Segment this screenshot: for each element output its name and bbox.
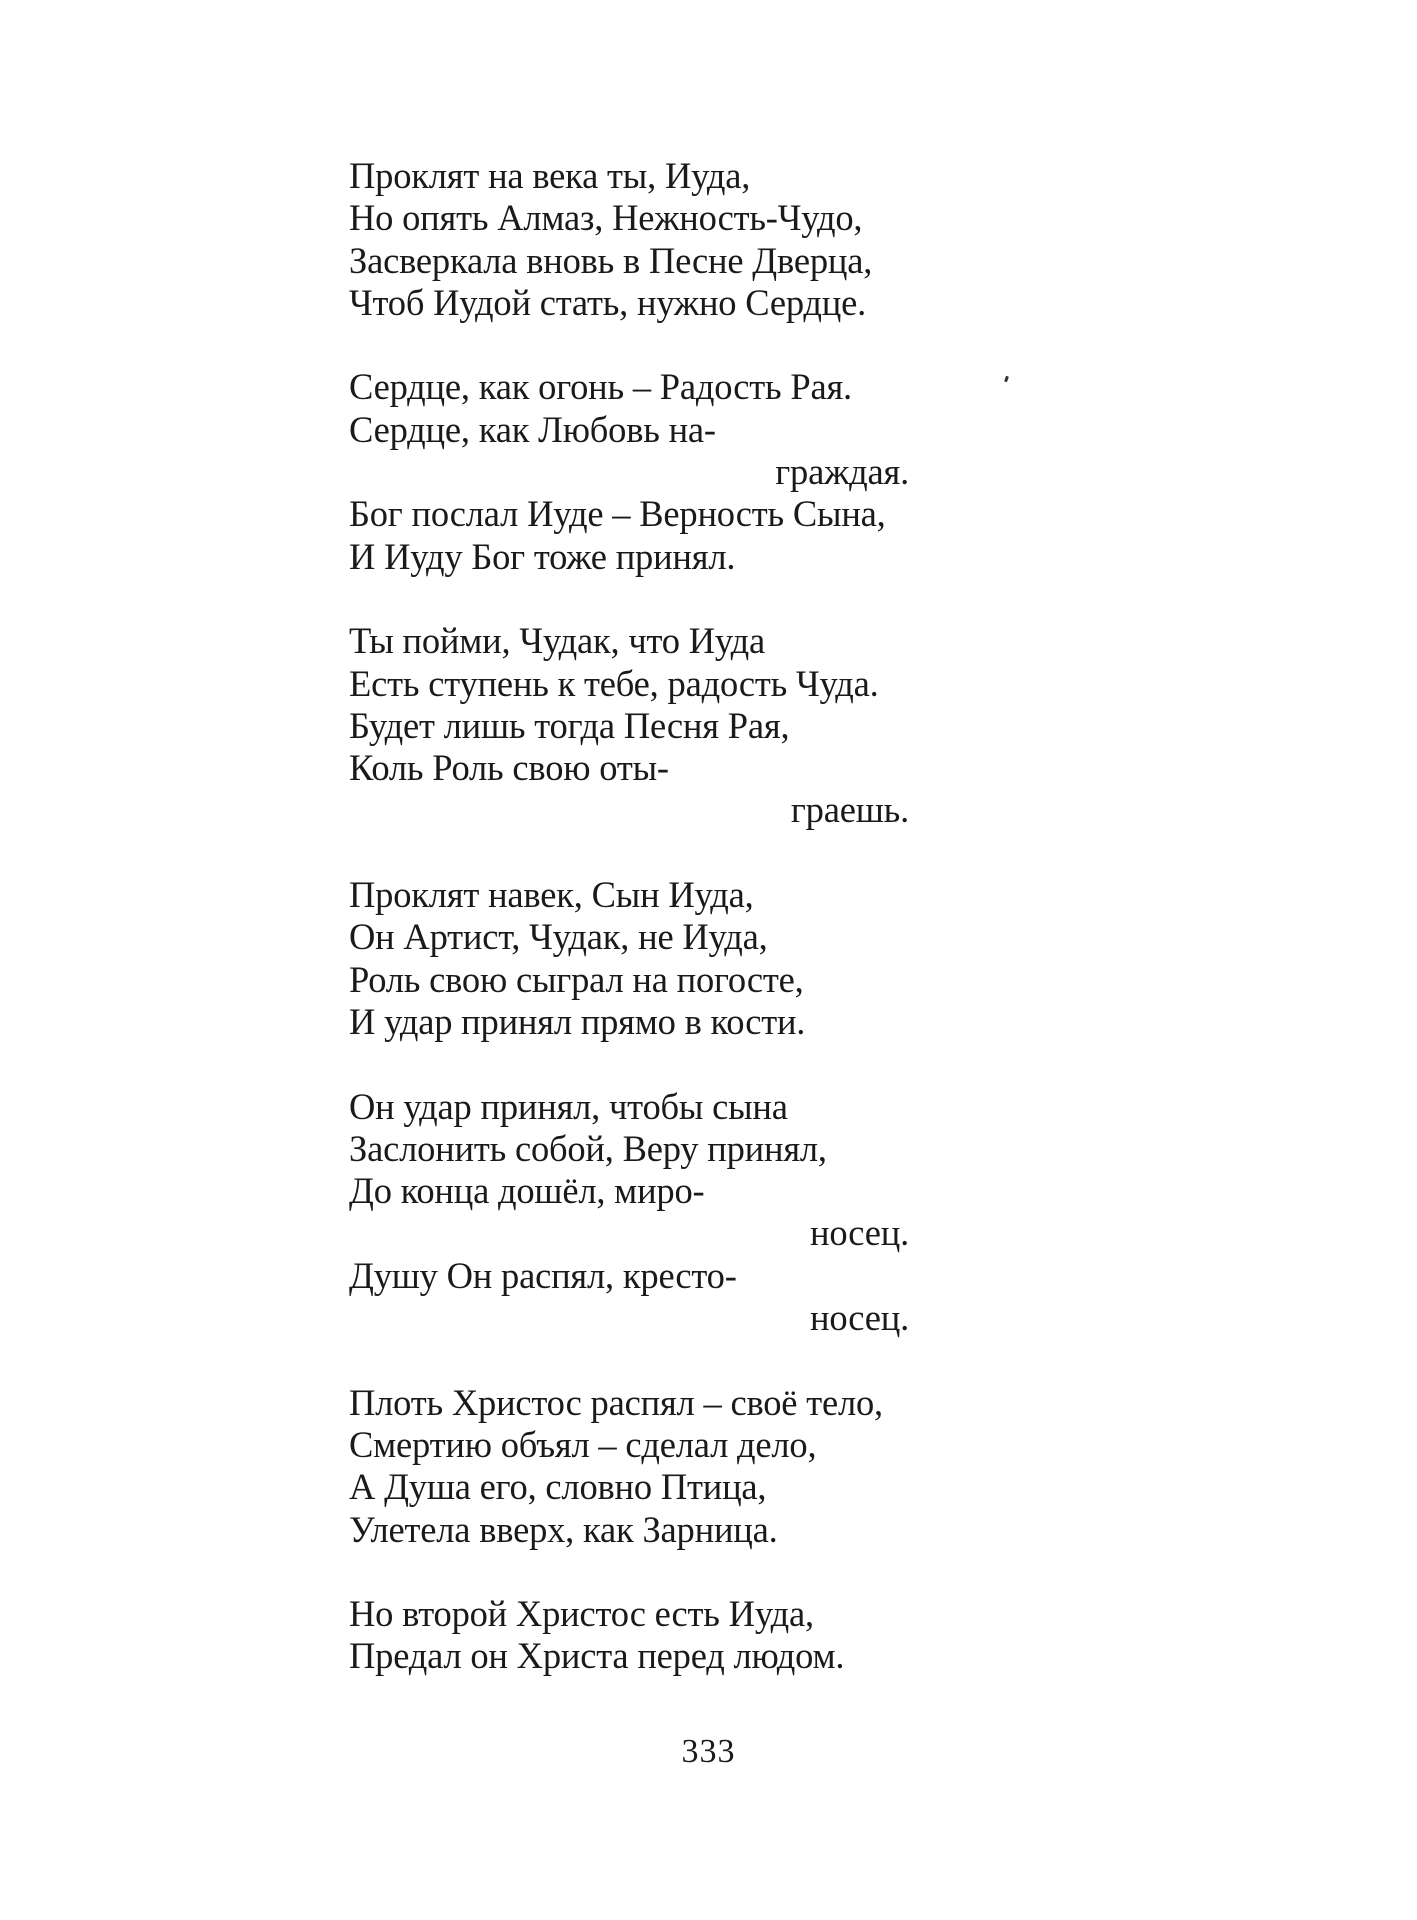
poem-line: Заслонить собой, Веру принял, bbox=[349, 1127, 827, 1169]
poem-line: И удар принял прямо в кости. bbox=[349, 1000, 806, 1042]
poem-line: Чтоб Иудой стать, нужно Сердце. bbox=[349, 281, 867, 323]
stanza bbox=[349, 1593, 1049, 1678]
poem-line: Но второй Христос есть Иуда, bbox=[349, 1593, 814, 1635]
poem-line: Ты пойми, Чудак, что Иуда bbox=[349, 620, 766, 662]
stanza bbox=[349, 874, 1049, 1043]
poem-line-continuation: носец. bbox=[810, 1212, 909, 1254]
poem-line: Плоть Христос распял – своё тело, bbox=[349, 1381, 883, 1423]
stanza bbox=[349, 366, 1049, 577]
poem-line: Но опять Алмаз, Нежность-Чудо, bbox=[349, 197, 863, 239]
stanza bbox=[349, 1086, 1049, 1340]
poem-line-continuation: граждая. bbox=[775, 451, 909, 493]
poem-line: Улетела вверх, как Зарница. bbox=[349, 1508, 778, 1550]
poem-line: Душу Он распял, кресто- bbox=[349, 1254, 737, 1296]
poem-line: Он Артист, Чудак, не Иуда, bbox=[349, 916, 768, 958]
poem-line: Смертию объял – сделал дело, bbox=[349, 1423, 817, 1465]
stanza bbox=[349, 155, 1049, 324]
page-number: 333 bbox=[681, 1733, 736, 1770]
poem-line: Проклят навек, Сын Иуда, bbox=[349, 874, 754, 916]
poem-line: До конца дошёл, миро- bbox=[349, 1170, 705, 1212]
poem-line: А Душа его, словно Птица, bbox=[349, 1466, 767, 1508]
poem-line: Предал он Христа перед людом. bbox=[349, 1635, 845, 1677]
poem-line: И Иуду Бог тоже принял. bbox=[349, 535, 736, 577]
poem-body bbox=[349, 155, 1049, 1678]
poem-line: Сердце, как огонь – Радость Рая. bbox=[349, 366, 852, 408]
poem-line: Роль свою сыграл на погосте, bbox=[349, 958, 804, 1000]
poem-line-continuation: граешь. bbox=[790, 789, 909, 831]
stanza bbox=[349, 1382, 1049, 1551]
poem-line: Засверкала вновь в Песне Дверца, bbox=[349, 239, 873, 281]
poem-line: Бог послал Иуде – Верность Сына, bbox=[349, 493, 886, 535]
poem-line-continuation: носец. bbox=[810, 1297, 909, 1339]
poem-line: Он удар принял, чтобы сына bbox=[349, 1085, 788, 1127]
poem-line: Коль Роль свою оты- bbox=[349, 747, 669, 789]
poem-line: Будет лишь тогда Песня Рая, bbox=[349, 704, 790, 746]
poem-line: Есть ступень к тебе, радость Чуда. bbox=[349, 662, 879, 704]
poem-line: Проклят на века ты, Иуда, bbox=[349, 155, 751, 196]
stanza bbox=[349, 620, 1049, 831]
poem-line: Сердце, как Любовь на- bbox=[349, 408, 716, 450]
